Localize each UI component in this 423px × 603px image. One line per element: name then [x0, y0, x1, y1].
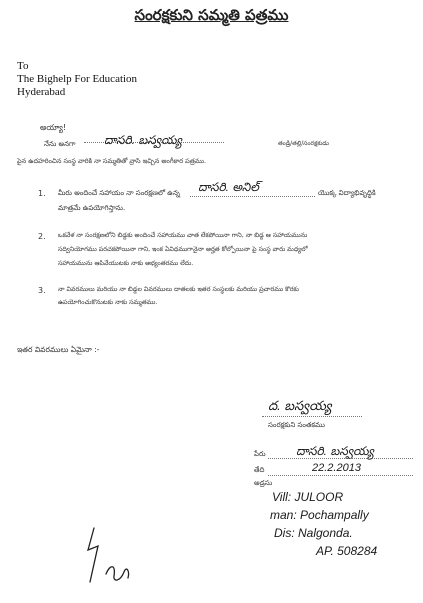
intro-prefix: నేను అనగా — [44, 140, 76, 148]
address-to: To — [17, 60, 29, 72]
filled-guardian-name: దాసరి. బస్వయ్య — [104, 133, 182, 147]
salutation: అయ్యా! — [40, 123, 67, 132]
other-details-label: ఇతర వివరములు ఏమైనా :- — [17, 345, 100, 354]
name-label: పేరు — [254, 450, 266, 458]
point-1-suffix: యొక్క విద్యాభివృద్ధికి — [318, 189, 376, 197]
address-label: అడ్రసు — [254, 479, 273, 487]
date-fill-line — [268, 475, 413, 476]
date-value: 22.2.2013 — [312, 462, 361, 474]
point-1-number: 1. — [38, 189, 46, 198]
address-line-4: AP. 508284 — [316, 544, 378, 558]
address-line-2: man: Pochampally — [270, 508, 369, 522]
point-3-line-1: నా వివరములు మరియు నా బిడ్డల వివరములు దాతలకు ఇతర సంస్థలకు మరియు ప్రచారము కొరకు — [58, 286, 299, 293]
address-line-1: Vill: JULOOR — [272, 490, 344, 504]
point-1-line-2: మాత్రమే ఉపయోగిస్తాను. — [58, 204, 126, 212]
intro-line-2: పైన ఉదహరించిన సంస్థ వారికి నా సమ్మతితో వ్రాసి ఇచ్చిన అంగీకార పత్రము. — [17, 157, 207, 165]
point-3-number: 3. — [38, 286, 46, 295]
guardian-suffix: తండ్రి/తల్లి/సంరక్షకుడు — [278, 140, 329, 147]
point-1-prefix: మీరు అందించే సహాయం నా సంరక్షణలో ఉన్న — [58, 189, 180, 197]
point-3-line-2: ఉపయోగించుకొనుటకు నాకు సమ్మతము. — [58, 299, 158, 306]
name-value: దాసరి. బస్వయ్య — [296, 444, 374, 458]
guardian-signature: ద. బస్వయ్య — [268, 398, 332, 413]
point-2-line-1: ఒకవేళ నా సంరక్షణలోని బిడ్డకు అందించే సహాయము చాత లేకపోయినా గాని, నా బిడ్డ ఆ సహాయమును — [58, 232, 308, 239]
point-2-line-3: సహాయమును ఆపివేయుటకు నాకు అభ్యంతరము లేదు. — [58, 260, 194, 267]
point-2-line-2: సద్వినియోగము పరచకపోయినా గాని, ఇంక ఏవిధముగానైనా అర్హత కోల్పోయినా పై సంస్థ వారు మధ్యలో — [58, 246, 308, 253]
address-city: Hyderabad — [17, 86, 66, 98]
point-2-number: 2. — [38, 232, 46, 241]
address-org: The Bighelp For Education — [17, 73, 138, 85]
signature-line — [262, 416, 362, 417]
filled-child-name: దాసరి. అనిల్ — [198, 180, 259, 194]
name-fill-line — [268, 458, 413, 459]
page-title: సంరక్షకుని సమ్మతి పత్రము — [134, 6, 289, 24]
date-label: తేది — [254, 466, 265, 474]
address-line-3: Dis: Nalgonda. — [274, 526, 353, 540]
signature-caption: సంరక్షకుని సంతకము — [268, 421, 325, 429]
handwritten-mark-icon — [80, 520, 150, 590]
